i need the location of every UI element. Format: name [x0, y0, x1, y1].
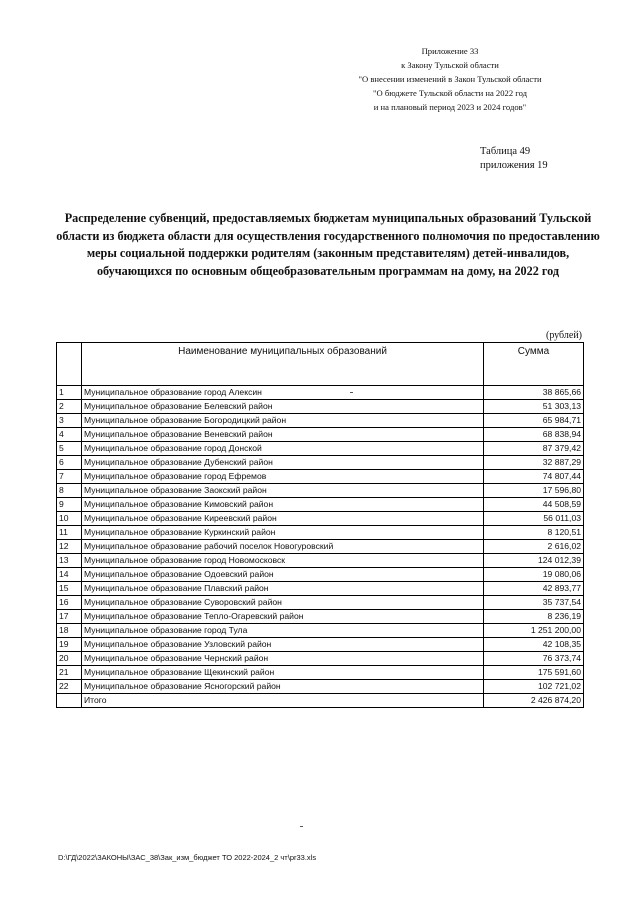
table-row [57, 680, 584, 694]
row-number: 13 [57, 554, 82, 568]
municipality-name: Муниципальное образование Киреевский район [82, 512, 484, 526]
amount: 38 865,66 [484, 386, 584, 400]
row-number: 12 [57, 540, 82, 554]
municipality-name: Муниципальное образование Дубенский район [82, 456, 484, 470]
amount: 74 807,44 [484, 470, 584, 484]
row-number: 17 [57, 610, 82, 624]
table-row [57, 386, 584, 400]
municipality-name: Муниципальное образование Белевский район [82, 400, 484, 414]
header-sum-cell: Сумма [484, 343, 584, 386]
row-number: 22 [57, 680, 82, 694]
table-row [57, 484, 584, 498]
row-number: 4 [57, 428, 82, 442]
document-title: Распределение субвенций, предоставляемых бюджетам муниципальных образований Тульской области из бюджета области для осуществления государственного полномочия по предоставлению меры социальной поддержки родителям (законным представителям) детей-инвалидов, обучающихся по основным общеобразовательным программам на дому, на 2022 год [56, 211, 600, 278]
scan-speck [350, 392, 353, 393]
amount: 102 721,02 [484, 680, 584, 694]
amount: 32 887,29 [484, 456, 584, 470]
row-number: 7 [57, 470, 82, 484]
amount: 68 838,94 [484, 428, 584, 442]
municipality-name: Муниципальное образование Узловский район [82, 638, 484, 652]
appendix-line: "О внесении изменений в Закон Тульской области [358, 74, 542, 84]
table-appendix: приложения 19 [480, 160, 548, 171]
table-row [57, 568, 584, 582]
table-row [57, 414, 584, 428]
municipality-name: Муниципальное образование Суворовский район [82, 596, 484, 610]
municipality-name: Муниципальное образование рабочий поселок Новогуровский [82, 540, 484, 554]
amount: 2 616,02 [484, 540, 584, 554]
municipality-name: Муниципальное образование Ясногорский район [82, 680, 484, 694]
total-num-cell [57, 694, 82, 708]
municipality-name: Муниципальное образование Плавский район [82, 582, 484, 596]
table-row [57, 540, 584, 554]
row-number: 8 [57, 484, 82, 498]
row-number: 10 [57, 512, 82, 526]
table-row [57, 624, 584, 638]
amount: 42 108,35 [484, 638, 584, 652]
table-row [57, 596, 584, 610]
municipality-name: Муниципальное образование Чернский район [82, 652, 484, 666]
row-number: 18 [57, 624, 82, 638]
appendix-line: к Закону Тульской области [401, 60, 499, 70]
table-row [57, 638, 584, 652]
total-label: Итого [82, 694, 484, 708]
amount: 51 303,13 [484, 400, 584, 414]
table-row [57, 652, 584, 666]
row-number: 19 [57, 638, 82, 652]
amount: 8 236,19 [484, 610, 584, 624]
row-number: 1 [57, 386, 82, 400]
table-row [57, 526, 584, 540]
amount: 19 080,06 [484, 568, 584, 582]
amount: 87 379,42 [484, 442, 584, 456]
table-row [57, 442, 584, 456]
distribution-table [56, 342, 584, 708]
amount: 76 373,74 [484, 652, 584, 666]
table-number: Таблица 49 [480, 146, 531, 157]
municipality-name: Муниципальное образование город Новомосковск [82, 554, 484, 568]
municipality-name: Муниципальное образование Кимовский район [82, 498, 484, 512]
amount: 124 012,39 [484, 554, 584, 568]
row-number: 14 [57, 568, 82, 582]
amount: 17 596,80 [484, 484, 584, 498]
file-path-footer: D:\ГД\2022\ЗАКОНЫ\ЗАС_38\Зак_изм_бюджет ТО 2022-2024_2 чт\pr33.xls [58, 853, 317, 862]
table-row [57, 428, 584, 442]
municipality-name: Муниципальное образование город Донской [82, 442, 484, 456]
municipality-name: Муниципальное образование город Алексин [82, 386, 484, 400]
scan-speck [300, 826, 303, 827]
row-number: 6 [57, 456, 82, 470]
row-number: 9 [57, 498, 82, 512]
appendix-header [330, 44, 570, 114]
total-amount: 2 426 874,20 [484, 694, 584, 708]
row-number: 15 [57, 582, 82, 596]
amount: 65 984,71 [484, 414, 584, 428]
municipality-name: Муниципальное образование Щекинский район [82, 666, 484, 680]
total-row [57, 694, 584, 708]
amount: 175 591,60 [484, 666, 584, 680]
unit-label: (рублей) [545, 330, 582, 341]
amount: 44 508,59 [484, 498, 584, 512]
header-num-cell [57, 343, 82, 386]
appendix-line: и на плановый период 2023 и 2024 годов" [373, 102, 527, 112]
amount: 56 011,03 [484, 512, 584, 526]
amount: 1 251 200,00 [484, 624, 584, 638]
amount: 35 737,54 [484, 596, 584, 610]
table-row [57, 400, 584, 414]
amount: 42 893,77 [484, 582, 584, 596]
municipality-name: Муниципальное образование город Тула [82, 624, 484, 638]
row-number: 3 [57, 414, 82, 428]
header-name-cell: Наименование муниципальных образований [82, 343, 484, 386]
table-row [57, 610, 584, 624]
municipality-name: Муниципальное образование Одоевский район [82, 568, 484, 582]
row-number: 20 [57, 652, 82, 666]
municipality-name: Муниципальное образование город Ефремов [82, 470, 484, 484]
table-row [57, 498, 584, 512]
table-row [57, 666, 584, 680]
table-row [57, 470, 584, 484]
municipality-name: Муниципальное образование Тепло-Огаревский район [82, 610, 484, 624]
table-row [57, 512, 584, 526]
row-number: 21 [57, 666, 82, 680]
municipality-name: Муниципальное образование Заокский район [82, 484, 484, 498]
row-number: 2 [57, 400, 82, 414]
table-reference [480, 145, 548, 173]
table-header-row [57, 343, 584, 386]
row-number: 11 [57, 526, 82, 540]
municipality-name: Муниципальное образование Веневский район [82, 428, 484, 442]
table-row [57, 582, 584, 596]
appendix-line: "О бюджете Тульской области на 2022 год [373, 88, 527, 98]
table-row [57, 554, 584, 568]
municipality-name: Муниципальное образование Богородицкий район [82, 414, 484, 428]
amount: 8 120,51 [484, 526, 584, 540]
appendix-line: Приложение 33 [421, 46, 479, 56]
table-row [57, 456, 584, 470]
row-number: 16 [57, 596, 82, 610]
row-number: 5 [57, 442, 82, 456]
municipality-name: Муниципальное образование Куркинский район [82, 526, 484, 540]
